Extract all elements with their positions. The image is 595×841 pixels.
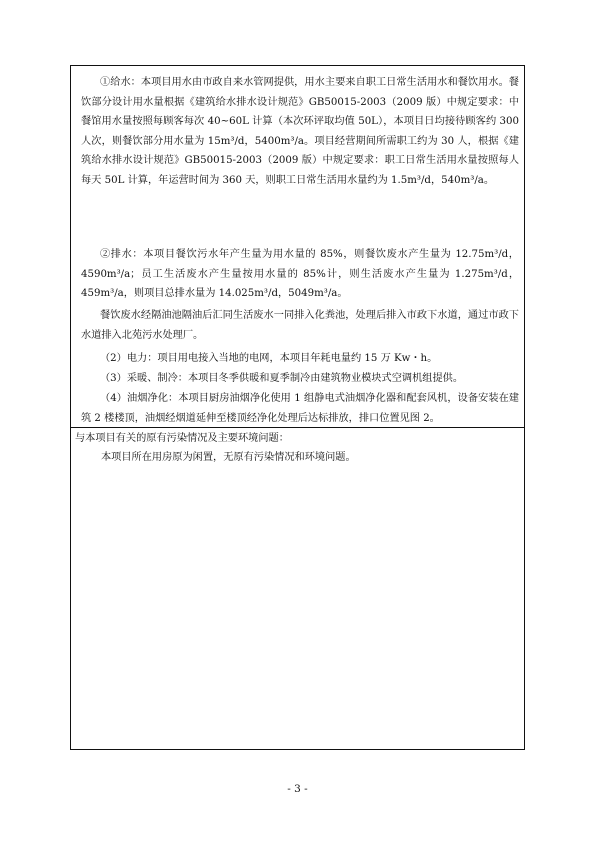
existing-pollution-paragraph: 本项目所在用房原为闲置，无原有污染情况和环境问题。 bbox=[101, 452, 356, 463]
fume-purification-paragraph: （4）油烟净化：本项目厨房油烟净化使用 1 组静电式油烟净化器和配套风机，设备安装在建筑 2 楼楼顶，油烟经烟道延伸至楼顶经净化处理后达标排放，排口位置见图 2。 bbox=[81, 393, 519, 424]
document-table bbox=[70, 65, 525, 750]
drainage-paragraph: ②排水：本项目餐饮污水年产生量为用水量的 85%，则餐饮废水产生量为 12.75m³/d，4590m³/a；员工生活废水产生量按用水量的 85%计，则生活废水产生量为 1.275m³/d，459m³/a，则项目总排水量为 14.025m³/d，5049m³/a。 bbox=[81, 249, 519, 300]
water-supply-paragraph: ①给水：本项目用水由市政自来水管网提供，用水主要来自职工日常生活用水和餐饮用水。餐饮部分设计用水量根据《建筑给水排水设计规范》GB50015-2003（2009 版）中规定要求：中餐馆用水量按照每顾客每次 40~60L 计算（本次环评取均值 50L），本项目日均接待顾客约 300 人次，则餐饮部分用水量为 15m³/d，5400m³/a。项目经营期间所需职工约为 30 人，根据《建筑给水排水设计规范》GB50015-2003（2009 版）中规定要求：职工日常生活用水量按照每人每天 50L 计算，年运营时间为 360 天，则职工日常生活用水量约为 1.5m³/d，540m³/a。 bbox=[81, 77, 519, 186]
page-number: - 3 - bbox=[287, 783, 308, 795]
section-heading: 与本项目有关的原有污染情况及主要环境问题： bbox=[75, 433, 289, 444]
wastewater-treatment-paragraph: 餐饮废水经隔油池隔油后汇同生活废水一同排入化粪池，处理后排入市政下水道，通过市政下水道排入北苑污水处理厂。 bbox=[81, 310, 519, 341]
section-divider bbox=[71, 427, 524, 428]
electricity-paragraph: （2）电力：项目用电接入当地的电网，本项目年耗电量约 15 万 Kw・h。 bbox=[100, 353, 438, 364]
heating-cooling-paragraph: （3）采暖、制冷：本项目冬季供暖和夏季制冷由建筑物业模块式空调机组提供。 bbox=[100, 373, 464, 384]
